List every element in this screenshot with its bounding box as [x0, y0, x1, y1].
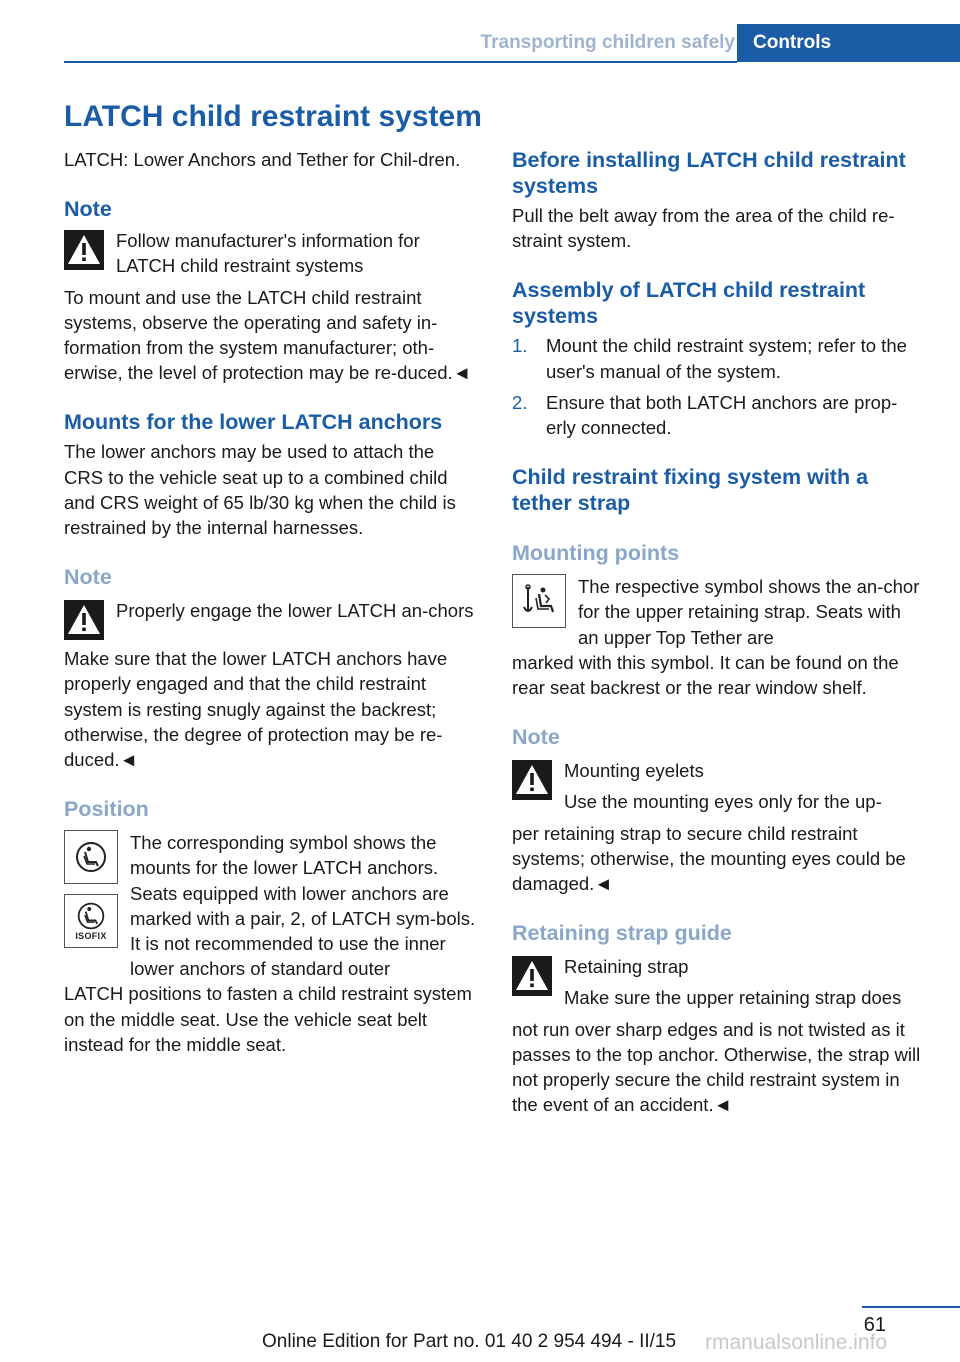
- warning-title: Mounting eyelets: [564, 760, 704, 782]
- top-tether-symbol: [512, 574, 566, 628]
- warning-icon: [512, 956, 552, 996]
- latch-symbol: [64, 830, 118, 884]
- note-section-3: [512, 724, 926, 896]
- warning-block: [512, 954, 926, 1010]
- step-number: 1.: [512, 335, 528, 357]
- page-header: [0, 24, 960, 62]
- assembly-steps: [512, 333, 926, 440]
- strap-guide-section: [512, 920, 926, 1117]
- footer-rule: [862, 1306, 960, 1308]
- mounting-points-heading: Mounting points: [512, 541, 680, 566]
- latch-anchor-icon: [74, 840, 108, 874]
- strap-guide-heading: Retaining strap guide: [512, 921, 732, 946]
- warning-title: Retaining strap: [564, 956, 689, 978]
- warning-text: [564, 758, 882, 814]
- step-text: Ensure that both LATCH anchors are prop-erly connected.: [546, 391, 898, 439]
- position-body-after: LATCH positions to fasten a child restraint system on the middle seat. Use the vehicle seat belt instead for the middle seat.: [64, 983, 472, 1055]
- mounting-body-after: marked with this symbol. It can be found on the rear seat backrest or the rear window shelf.: [512, 651, 899, 699]
- list-item: [512, 333, 926, 383]
- page-title: LATCH child restraint system: [64, 100, 482, 133]
- strap-guide-body: not run over sharp edges and is not twisted as it passes to the top anchor. Otherwise, the strap will not properly secure the child restraint system in the event of an accident.◄: [512, 1018, 921, 1116]
- left-column: [64, 147, 478, 1071]
- warning-icon: [512, 760, 552, 800]
- position-section: [64, 796, 478, 1057]
- note-body: per retaining strap to secure child restraint systems; otherwise, the mounting eyes could be damaged.◄: [512, 822, 906, 895]
- warning-body: Make sure the upper retaining strap does: [564, 987, 902, 1009]
- warning-body: Use the mounting eyes only for the up-: [564, 791, 882, 813]
- warning-block: [64, 228, 478, 278]
- mounts-body: The lower anchors may be used to attach the CRS to the vehicle seat up to a combined child and CRS weight of 65 lb/30 kg when the child is restrained by the internal harnesses.: [64, 441, 456, 539]
- warning-icon: [64, 600, 104, 640]
- tether-heading: Child restraint fixing system with a tether strap: [512, 465, 869, 516]
- warning-icon: [64, 230, 104, 270]
- warning-text: [116, 228, 478, 278]
- note-section-1: [64, 196, 478, 385]
- assembly-heading: Assembly of LATCH child restraint systems: [512, 278, 866, 329]
- warning-block: [64, 598, 478, 640]
- note-heading: Note: [64, 565, 112, 590]
- mounting-symbol-row: [512, 574, 926, 650]
- position-body-beside: The corresponding symbol shows the mounts for the lower LATCH anchors. Seats equipped with lower anchors are marked with a pair, 2, of LATCH sym-bols. It is not recommended to use the inner lower anchors of standard outer: [130, 832, 476, 980]
- before-heading: Before installing LATCH child restraint systems: [512, 148, 906, 198]
- before-body: Pull the belt away from the area of the child re-straint system.: [512, 205, 895, 252]
- isofix-symbol: [64, 894, 118, 948]
- symbol-column: [64, 830, 120, 958]
- mounting-points-section: [512, 540, 926, 700]
- right-column: [512, 147, 926, 1131]
- intro-text: LATCH: Lower Anchors and Tether for Chil-dren.: [64, 149, 461, 170]
- tether-section: [512, 464, 926, 516]
- note-heading: Note: [512, 725, 560, 750]
- isofix-label: ISOFIX: [75, 931, 107, 942]
- note-section-2: [64, 564, 478, 772]
- page-number: 61: [863, 1314, 886, 1336]
- mounts-section: [64, 409, 478, 540]
- note-heading: Note: [64, 197, 112, 222]
- mounts-heading: Mounts for the lower LATCH anchors: [64, 410, 443, 435]
- step-text: Mount the child restraint system; refer to the user's manual of the system.: [546, 335, 907, 382]
- symbol-column: [512, 574, 568, 638]
- note-body: Make sure that the lower LATCH anchors have properly engaged and that the child restraint system is resting snugly against the backrest; otherwise, the degree of protection may be re-duced.◄: [64, 648, 448, 771]
- position-symbol-row: [64, 830, 478, 981]
- header-rule: [64, 61, 737, 63]
- note-body: To mount and use the LATCH child restraint systems, observe the operating and safety in-formation from the system manufacturer; oth-erwise, the level of protection may be re-duced.◄: [64, 286, 472, 384]
- warning-text: [116, 598, 474, 623]
- mounting-body-beside: The respective symbol shows the an-chor for the upper retaining strap. Seats with an upper Top Tether are: [578, 576, 920, 648]
- before-installing-section: [512, 147, 926, 253]
- step-number: 2.: [512, 391, 528, 413]
- watermark: rmanualsonline.info: [705, 1331, 888, 1354]
- header-section-title: Transporting children safely: [480, 32, 735, 53]
- position-heading: Position: [64, 797, 149, 822]
- assembly-section: [512, 277, 926, 440]
- footer-edition: Online Edition for Part no. 01 40 2 954 494 - II/15: [262, 1331, 677, 1352]
- warning-title: Properly engage the lower LATCH an-chors: [116, 600, 474, 622]
- isofix-anchor-icon: [76, 901, 106, 931]
- list-item: [512, 390, 926, 440]
- warning-block: [512, 758, 926, 814]
- warning-text: [564, 954, 901, 1010]
- header-chapter-tab: Controls: [737, 24, 960, 62]
- top-tether-anchor-icon: [519, 581, 559, 621]
- warning-title: Follow manufacturer's information for LATCH child restraint systems: [116, 230, 420, 277]
